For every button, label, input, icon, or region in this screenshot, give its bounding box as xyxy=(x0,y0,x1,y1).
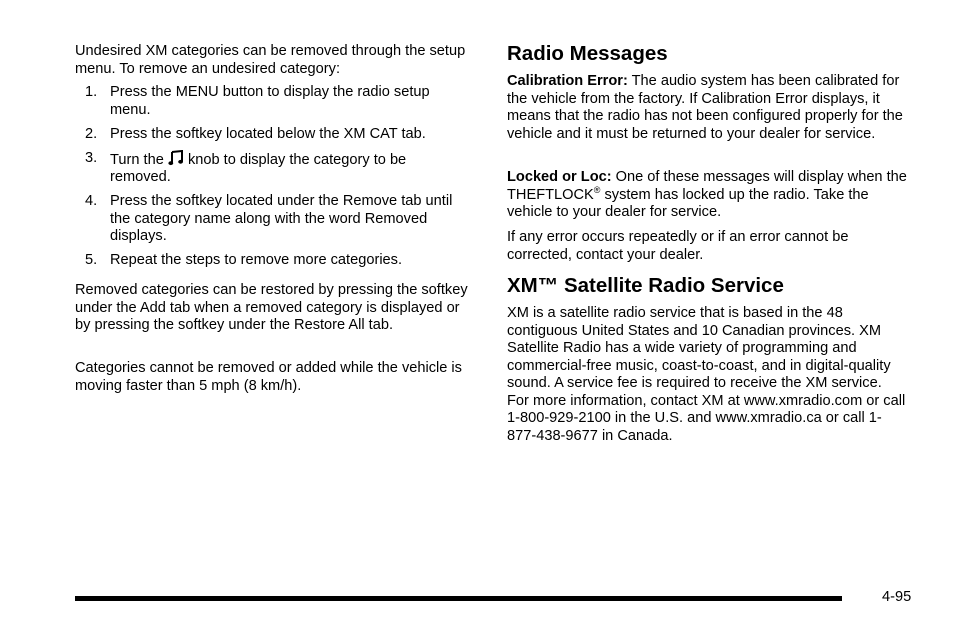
restore-paragraph: Removed categories can be restored by pressing the softkey under the Add tab when a removed category is displayed or by pressing the softkey under the Restore All tab. xyxy=(75,282,468,333)
locked-text-2: system has locked up the radio. Take the vehicle to your dealer for service. xyxy=(507,186,869,220)
calibration-error-text: The audio system has been calibrated for the vehicle from the factory. If Calibration Error displays, it means that the radio has not been configured properly for the vehicle and it must be returned to your dealer for service. xyxy=(507,73,903,142)
repeated-error-paragraph: If any error occurs repeatedly or if an error cannot be corrected, contact your dealer. xyxy=(507,229,849,263)
step-text: Repeat the steps to remove more categories. xyxy=(110,252,403,268)
step-text: Press the softkey located under the Remove tab until the category name along with the word Removed displays. xyxy=(110,193,453,244)
music-note-icon xyxy=(168,150,184,166)
step-number: 2. xyxy=(85,125,98,142)
list-item xyxy=(75,193,470,246)
step-text-post: knob to display the category to be removed. xyxy=(110,151,407,185)
xm-service-paragraph: XM is a satellite radio service that is based in the 48 contiguous United States and 10 Canadian provinces. XM Satellite Radio has a wide variety of programming and commercial-free music, coast-to-coast, and in digital-quality sound. A service fee is required to receive the XM service. For more information, contact XM at www.xmradio.com or call 1-800-929-2100 in the U.S. and www.xmradio.ca or call 1-877-438-9677 in Canada. xyxy=(507,305,906,444)
list-item xyxy=(75,126,470,144)
intro-paragraph: Undesired XM categories can be removed through the setup menu. To remove an undesired category: xyxy=(75,43,466,77)
step-number: 1. xyxy=(85,84,98,100)
calibration-error-paragraph xyxy=(507,73,907,143)
calibration-error-term: Calibration Error: xyxy=(507,73,628,89)
step-text: Press the softkey located below the XM CAT tab. xyxy=(110,125,426,142)
radio-messages-heading: Radio Messages xyxy=(507,42,668,65)
step-number: 5. xyxy=(85,252,98,268)
locked-paragraph xyxy=(507,169,907,222)
footer-rule xyxy=(75,596,842,601)
removal-steps-list xyxy=(75,84,470,276)
list-item xyxy=(75,252,470,270)
xm-service-heading: XM™ Satellite Radio Service xyxy=(507,274,784,297)
registered-mark: ® xyxy=(593,184,601,195)
step-number: 4. xyxy=(85,193,98,209)
page-number: 4-95 xyxy=(882,589,912,605)
list-item xyxy=(75,150,470,187)
step-text-pre: Turn the xyxy=(110,151,164,168)
list-item xyxy=(75,84,470,119)
step-text: Press the MENU button to display the radio setup menu. xyxy=(110,84,430,118)
locked-text-1: One of these messages will display when the THEFTLOCK xyxy=(507,169,907,203)
step-number: 3. xyxy=(85,149,98,166)
moving-vehicle-paragraph: Categories cannot be removed or added while the vehicle is moving faster than 5 mph (8 km/h). xyxy=(75,360,462,394)
locked-term: Locked or Loc: xyxy=(507,169,612,185)
